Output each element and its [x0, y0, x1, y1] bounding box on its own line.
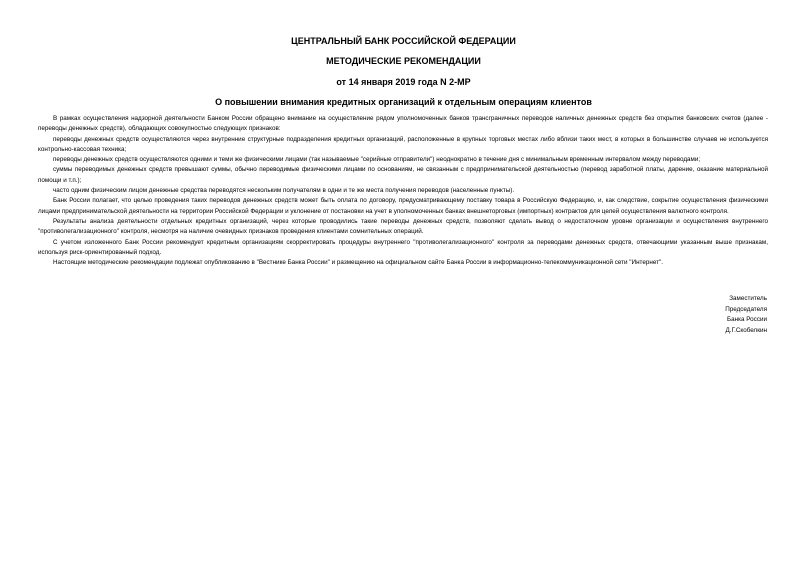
signatory-name: Д.Г.Скобелкин — [725, 326, 767, 334]
document-body — [38, 114, 768, 268]
document-date-number: от 14 января 2019 года N 2-МР — [336, 77, 471, 87]
paragraph-publication: Настоящие методические рекомендации подлежат опубликованию в "Вестнике Банка России" и размещению на официальном сайте Банка России в информационно-телекоммуникационной сети "Интернет". — [53, 259, 664, 267]
signature-position-line1: Заместитель — [729, 295, 767, 302]
paragraph-sign-1: переводы денежных средств осуществляются через внутренние структурные подразделения кредитных организаций, расположенные в крупных торговых местах либо вблизи таких мест, в которых в большинстве случаев не используется контрольно-кассовая техника; — [38, 135, 768, 153]
signature-position-line2: Председателя — [725, 305, 767, 313]
paragraph-sign-4: часто одним физическим лицом денежные средства переводятся нескольким получателям в одни и те же места получения переводов (населенные пункты). — [53, 187, 515, 195]
paragraph-sign-3: суммы переводимых денежных средств превышают суммы, обычно переводимые физическими лицами по основаниям, не связанным с предпринимательской деятельностью (перевод заработной платы, дарение, оказание материальной помощи и т.п.); — [38, 166, 768, 184]
paragraph-sign-2: переводы денежных средств осуществляются одними и теми же физическими лицами (так называемые "серийные отправители") неоднократно в течение дня с минимальным временным интервалом между переводами; — [53, 156, 701, 164]
document-subject: О повышении внимания кредитных организаций к отдельным операциям клиентов — [215, 97, 592, 107]
paragraph-analysis: Результаты анализа деятельности отдельных кредитных организаций, через которые проводились такие переводы денежных средств, позволяют сделать вывод о недостаточном уровне организации и осуществления внутреннего "противолегализационного" контроля, несмотря на наличие очевидных признаков проведения клиентами сомнительных операций. — [38, 217, 768, 236]
paragraph-recommendation: С учетом изложенного Банк России рекомендует кредитным организациям скорректировать процедуры внутреннего "противолегализационного" контроля за переводами денежных средств, отвечающими указанным выше признакам, используя риск-ориентированный подход. — [38, 238, 768, 256]
issuer-heading: ЦЕНТРАЛЬНЫЙ БАНК РОССИЙСКОЙ ФЕДЕРАЦИИ — [291, 36, 516, 46]
paragraph-purpose: Банк России полагает, что целью проведения таких переводов денежных средств может быть оплата по договору, предусматривающему поставку товара в Российскую Федерацию, и, как следствие, сокрытие осуществления физическими лицами предпринимательской деятельности на территории Российской Федерации и уклонение от постановки на учет в уполномоченных банках внешнеторговых (импортных) контрактов для целей осуществления валютного контроля. — [38, 197, 768, 215]
signature-block — [725, 294, 767, 336]
signature-position-line3: Банка России — [726, 316, 767, 323]
paragraph-intro: В рамках осуществления надзорной деятельности Банком России обращено внимание на осуществление рядом уполномоченных банков трансграничных переводов наличных денежных средств без открытия банковских счетов (далее - переводы денежных средств), обладающих совокупностью следующих признаков: — [38, 115, 768, 133]
document-type-heading: МЕТОДИЧЕСКИЕ РЕКОМЕНДАЦИИ — [326, 56, 481, 66]
